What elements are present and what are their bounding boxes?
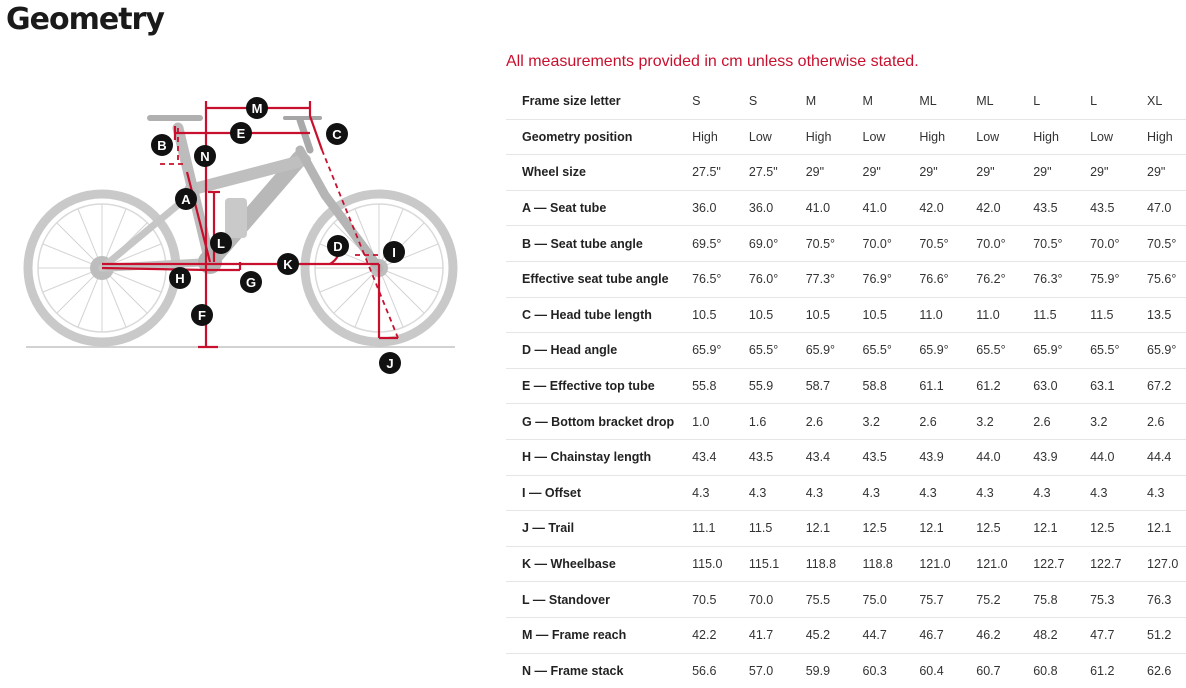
table-cell: 69.5° [674,226,731,262]
table-cell: 2.6 [788,404,845,440]
table-row [506,475,1186,511]
svg-text:N: N [200,149,210,164]
geometry-table [506,84,1186,688]
table-cell: L [1015,84,1072,119]
table-cell: 65.5° [731,333,788,369]
table-cell: 60.3 [862,663,887,678]
table-cell: 57.0 [748,663,774,678]
table-cell: 75.7 [901,582,958,618]
table-cell: L [1072,84,1129,119]
table-row [506,190,1186,226]
svg-text:J: J [386,356,394,371]
table-cell: 63.0 [1015,368,1072,404]
table-cell: 2.6 [1129,404,1186,440]
svg-text:A: A [181,192,191,207]
marker-n [194,145,216,167]
table-cell: 76.9° [845,261,902,297]
table-cell: 4.3 [845,475,902,511]
table-cell: 76.6° [901,261,958,297]
table-cell: 4.3 [1015,475,1072,511]
table-cell: 115.0 [674,546,731,582]
table-cell: 41.0 [845,190,902,226]
row-label: D — Head angle [506,333,674,369]
table-cell: 41.7 [731,617,788,653]
table-cell: 65.5° [1072,333,1129,369]
table-cell: 75.6° [1129,261,1186,297]
table-cell: 76.5° [674,261,731,297]
table-cell: 1.0 [674,404,731,440]
table-cell: 27.5" [731,155,788,191]
svg-text:H: H [175,271,185,286]
table-row [506,653,1186,688]
table-cell: 45.2 [788,617,845,653]
table-cell: 65.9° [674,333,731,369]
table-cell: 55.9 [731,368,788,404]
table-cell: 75.0 [845,582,902,618]
marker-k [277,253,299,275]
row-label: Effective seat tube angle [506,261,674,297]
table-cell: 2.6 [901,404,958,440]
table-cell: 65.9° [1015,333,1072,369]
table-cell: 13.5 [1129,297,1186,333]
table-cell: 46.7 [901,617,958,653]
row-label: A — Seat tube [506,190,674,226]
table-cell: 122.7 [1072,546,1129,582]
table-cell: Low [731,119,788,155]
table-cell: 121.0 [901,546,958,582]
table-cell: 70.5° [788,226,845,262]
table-cell: ML [901,84,958,119]
table-cell: Low [845,119,902,155]
table-cell: High [1015,119,1072,155]
table-cell: 77.3° [788,261,845,297]
table-cell: 10.5 [788,297,845,333]
table-row [506,511,1186,547]
table-cell: 58.7 [788,368,845,404]
table-cell: 43.9 [1015,439,1072,475]
table-cell: 43.4 [788,439,845,475]
table-cell: 60.8 [1033,663,1058,678]
row-label: N — Frame stack [522,663,624,678]
marker-c [326,123,348,145]
marker-d [327,235,349,257]
table-cell: 70.5 [674,582,731,618]
table-cell: 127.0 [1129,546,1186,582]
table-cell: 3.2 [1072,404,1129,440]
table-cell: 70.0 [731,582,788,618]
marker-g [240,271,262,293]
svg-text:C: C [332,127,342,142]
row-label: M — Frame reach [506,617,674,653]
table-cell: 12.1 [901,511,958,547]
table-row [506,297,1186,333]
table-cell: 44.0 [958,439,1015,475]
marker-e [230,122,252,144]
marker-l [210,232,232,254]
table-cell: 10.5 [845,297,902,333]
table-row [506,546,1186,582]
table-row [506,368,1186,404]
table-cell: 75.8 [1015,582,1072,618]
table-cell: 29" [788,155,845,191]
table-cell: 4.3 [901,475,958,511]
table-cell: 3.2 [845,404,902,440]
row-label: K — Wheelbase [506,546,674,582]
table-cell: 75.2 [958,582,1015,618]
table-cell: 29" [958,155,1015,191]
table-cell: 70.0° [845,226,902,262]
table-cell: 65.9° [1129,333,1186,369]
table-cell: 4.3 [1129,475,1186,511]
table-cell: 69.0° [731,226,788,262]
table-row [506,404,1186,440]
bike-geometry-diagram [10,88,470,388]
table-row [506,617,1186,653]
table-cell: 61.2 [958,368,1015,404]
table-cell: 62.6 [1147,663,1172,678]
table-row [506,333,1186,369]
marker-f [191,304,213,326]
table-cell: 61.2 [1090,663,1115,678]
table-cell: 58.8 [845,368,902,404]
row-label: I — Offset [506,475,674,511]
table-cell: 1.6 [731,404,788,440]
table-cell: 27.5" [674,155,731,191]
table-cell: 44.4 [1129,439,1186,475]
table-cell: 12.5 [845,511,902,547]
table-cell: XL [1129,84,1186,119]
table-row [506,84,1186,119]
svg-text:L: L [217,236,225,251]
table-cell: 43.4 [674,439,731,475]
table-cell: High [674,119,731,155]
table-cell: 70.0° [1072,226,1129,262]
table-cell: 4.3 [731,475,788,511]
table-cell: 3.2 [958,404,1015,440]
table-cell: 48.2 [1015,617,1072,653]
geometry-table-container[interactable] [506,84,1186,678]
table-cell: 65.5° [845,333,902,369]
table-cell: 75.9° [1072,261,1129,297]
table-cell: 70.5° [1129,226,1186,262]
table-cell: 44.7 [845,617,902,653]
table-cell: 65.9° [788,333,845,369]
table-cell: High [901,119,958,155]
table-cell: 47.7 [1072,617,1129,653]
table-row [506,439,1186,475]
table-cell: 75.5 [788,582,845,618]
table-cell: 4.3 [674,475,731,511]
svg-text:M: M [251,101,263,116]
table-cell: 43.5 [1015,190,1072,226]
table-row [506,119,1186,155]
table-cell: 76.2° [958,261,1015,297]
table-cell: 51.2 [1129,617,1186,653]
table-cell: 56.6 [692,663,717,678]
row-label: B — Seat tube angle [506,226,674,262]
page-title: Geometry [6,2,164,37]
table-cell: 11.0 [901,297,958,333]
table-cell: 12.5 [958,511,1015,547]
table-cell: 4.3 [958,475,1015,511]
table-cell: 36.0 [674,190,731,226]
table-cell: 43.5 [731,439,788,475]
table-cell: 75.3 [1072,582,1129,618]
svg-text:G: G [245,275,257,290]
table-cell: High [1129,119,1186,155]
table-cell: 29" [901,155,958,191]
table-cell: S [731,84,788,119]
svg-text:K: K [283,257,293,272]
table-cell: 65.9° [901,333,958,369]
table-cell: 12.1 [1015,511,1072,547]
table-cell: 59.9 [805,663,831,678]
table-row [506,261,1186,297]
row-label: Geometry position [506,119,674,155]
table-cell: Low [1072,119,1129,155]
table-cell: 11.1 [674,511,731,547]
table-cell: 63.1 [1072,368,1129,404]
measurement-notice: All measurements provided in cm unless otherwise stated. [506,53,919,70]
table-cell: 41.0 [788,190,845,226]
table-cell: 60.7 [976,663,1001,678]
row-label: L — Standover [506,582,674,618]
table-cell: 61.1 [901,368,958,404]
table-cell: 43.5 [1072,190,1129,226]
table-cell: 67.2 [1129,368,1186,404]
table-cell: 70.5° [1015,226,1072,262]
table-cell: 118.8 [788,546,845,582]
table-cell: 122.7 [1015,546,1072,582]
row-label: H — Chainstay length [506,439,674,475]
table-cell: 76.0° [731,261,788,297]
row-label: G — Bottom bracket drop [506,404,674,440]
table-cell: 29" [845,155,902,191]
svg-text:B: B [157,138,167,153]
table-cell: 29" [1072,155,1129,191]
table-cell: 4.3 [788,475,845,511]
marker-i [383,241,405,263]
table-cell: 76.3 [1129,582,1186,618]
table-cell: 12.1 [788,511,845,547]
marker-b [151,134,173,156]
svg-text:D: D [333,239,343,254]
table-cell: 11.5 [1015,297,1072,333]
table-cell: 47.0 [1129,190,1186,226]
table-cell: 12.5 [1072,511,1129,547]
svg-text:E: E [236,126,246,141]
table-cell: 70.0° [958,226,1015,262]
table-cell: 42.2 [674,617,731,653]
row-label: E — Effective top tube [506,368,674,404]
row-label: J — Trail [506,511,674,547]
table-cell: 43.9 [901,439,958,475]
table-cell: 11.0 [958,297,1015,333]
table-cell: 2.6 [1015,404,1072,440]
row-label: C — Head tube length [506,297,674,333]
table-cell: 10.5 [674,297,731,333]
marker-m [246,97,268,119]
table-cell: ML [958,84,1015,119]
table-cell: 44.0 [1072,439,1129,475]
marker-j [379,352,401,374]
table-cell: 118.8 [845,546,902,582]
table-cell: 10.5 [731,297,788,333]
table-cell: 55.8 [674,368,731,404]
table-cell: M [788,84,845,119]
marker-h [169,267,191,289]
table-cell: 29" [1129,155,1186,191]
table-cell: 11.5 [731,511,788,547]
table-cell: 43.5 [845,439,902,475]
marker-a [175,188,197,210]
table-cell: 11.5 [1072,297,1129,333]
table-cell: 70.5° [901,226,958,262]
table-cell: 115.1 [731,546,788,582]
table-cell: S [674,84,731,119]
table-cell: 4.3 [1072,475,1129,511]
table-cell: 121.0 [958,546,1015,582]
table-cell: M [845,84,902,119]
table-cell: Low [958,119,1015,155]
table-cell: 29" [1015,155,1072,191]
table-cell: 12.1 [1129,511,1186,547]
table-row [506,226,1186,262]
table-cell: 76.3° [1015,261,1072,297]
table-cell: High [788,119,845,155]
row-label: Frame size letter [506,84,674,119]
table-cell: 46.2 [958,617,1015,653]
table-cell: 42.0 [901,190,958,226]
row-label: Wheel size [506,155,674,191]
svg-text:I: I [392,245,396,260]
table-cell: 65.5° [958,333,1015,369]
table-row [506,582,1186,618]
table-row [506,155,1186,191]
table-cell: 42.0 [958,190,1015,226]
table-cell: 36.0 [731,190,788,226]
svg-text:F: F [198,308,206,323]
table-cell: 60.4 [919,663,944,678]
